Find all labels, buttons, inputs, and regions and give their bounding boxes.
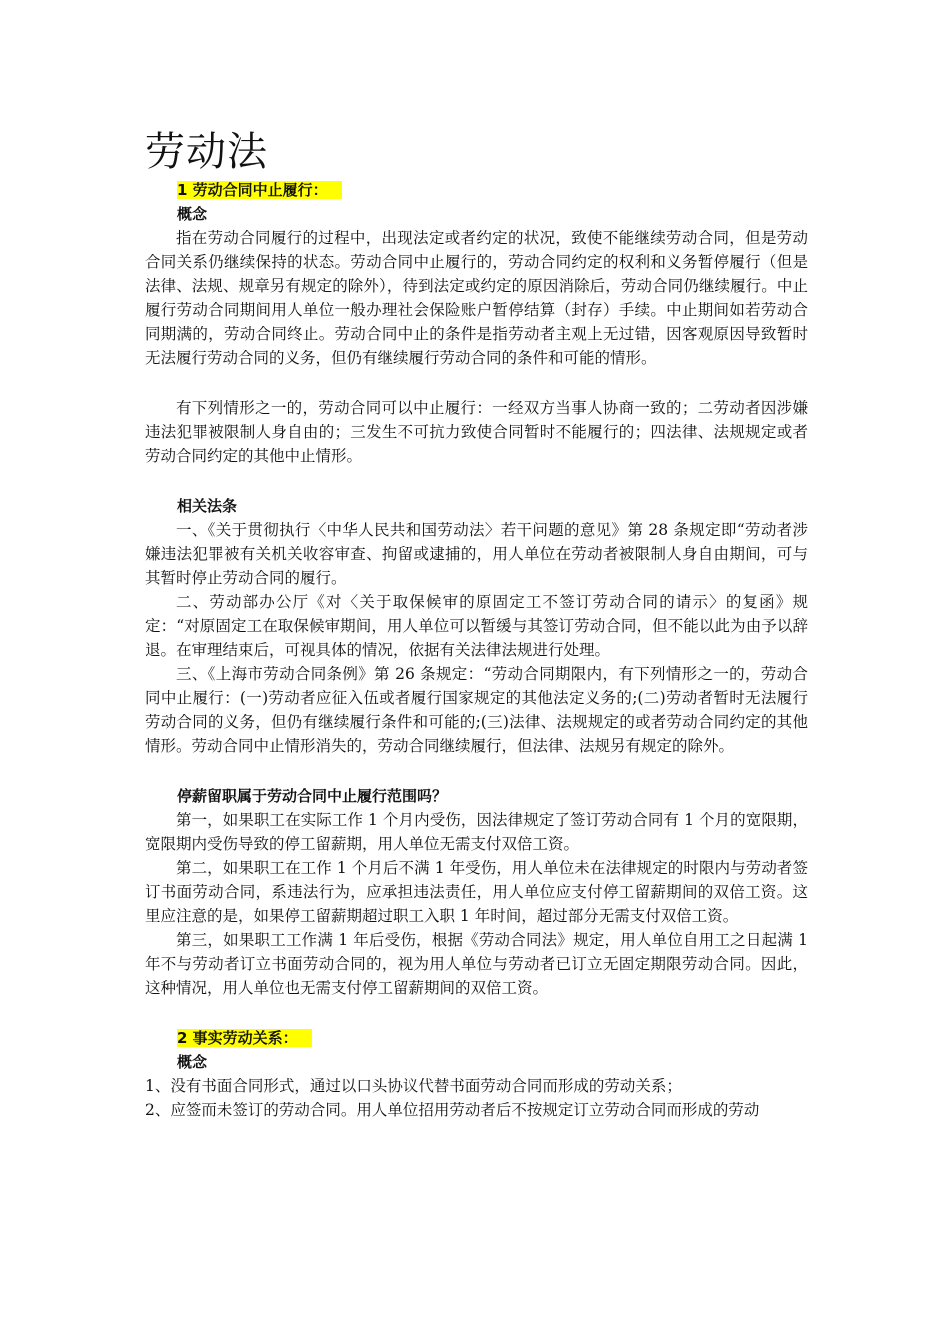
section-1-concept-paragraph: 指在劳动合同履行的过程中，出现法定或者约定的状况，致使不能继续劳动合同，但是劳动合同关系仍继续保持的状态。劳动合同中止履行的，劳动合同约定的权利和义务暂停履行（但是法律、法规、规章另有规定的除外），待到法定或约定的原因消除后，劳动合同仍继续履行。中止履行劳动合同期间用人单位一般办理社会保险账户暂停结算（封存）手续。中止期间如若劳动合同期满的，劳动合同终止。劳动合同中止的条件是指劳动者主观上无过错，因客观原因导致暂时无法履行劳动合同的义务，但仍有继续履行劳动合同的条件和可能的情形。 <box>145 229 808 367</box>
section-2-heading <box>145 1026 808 1050</box>
section-1-question-label: 停薪留职属于劳动合同中止履行范围吗？ <box>177 787 448 805</box>
law-item-1: 一、《关于贯彻执行〈中华人民共和国劳动法〉若干问题的意见》第 28 条规定即“劳动者涉嫌违法犯罪被有关机关收容审查、拘留或逮捕的，用人单位在劳动者被限制人身自由期间，可与其暂时停止劳动合同的履行。 <box>145 521 808 587</box>
section-2-item-2: 2、应签而未签订的劳动合同。用人单位招用劳动者后不按规定订立劳动合同而形成的劳动 <box>145 1101 760 1119</box>
section-2-concept-label: 概念 <box>177 1053 208 1071</box>
law-item-2: 二、劳动部办公厅《对〈关于取保候审的原固定工不签订劳动合同的请示〉的复函》规定：“对原固定工在取保候审期间，用人单位可以暂缓与其签订劳动合同，但不能以此为由予以辞退。在审理结束后，可视具体的情况，依据有关法律法规进行处理。 <box>145 593 808 659</box>
answer-1: 第一，如果职工在实际工作 1 个月内受伤，因法律规定了签订劳动合同有 1 个月的宽限期，宽限期内受伤导致的停工留薪期，用人单位无需支付双倍工资。 <box>145 811 808 853</box>
answer-3: 第三，如果职工工作满 1 年后受伤，根据《劳动合同法》规定，用人单位自用工之日起满 1 年不与劳动者订立书面劳动合同的，视为用人单位与劳动者已订立无固定期限劳动合同。因此，这种情况，用人单位也无需支付停工留薪期间的双倍工资。 <box>145 931 808 997</box>
section-1-law-label: 相关法条 <box>177 497 238 515</box>
section-1-concept-label: 概念 <box>177 205 208 223</box>
section-2-item-1: 1、没有书面合同形式，通过以口头协议代替书面劳动合同而形成的劳动关系； <box>145 1077 682 1095</box>
section-1-heading <box>145 178 808 202</box>
section-1-heading-text: 1 劳动合同中止履行： <box>177 181 342 199</box>
law-item-3: 三、《上海市劳动合同条例》第 26 条规定：“劳动合同期限内，有下列情形之一的，劳动合同中止履行：(一)劳动者应征入伍或者履行国家规定的其他法定义务的;(二)劳动者暂时无法履行劳动合同的义务，但仍有继续履行条件和可能的;(三)法律、法规规定的或者劳动合同约定的其他情形。劳动合同中止情形消失的，劳动合同继续履行，但法律、法规另有规定的除外。 <box>145 665 808 755</box>
section-2-heading-text: 2 事实劳动关系： <box>177 1029 312 1047</box>
answer-2: 第二，如果职工在工作 1 个月后不满 1 年受伤，用人单位未在法律规定的时限内与劳动者签订书面劳动合同，系违法行为，应承担违法责任，用人单位应支付停工留薪期间的双倍工资。这里应注意的是，如果停工留薪期超过职工入职 1 年时间，超过部分无需支付双倍工资。 <box>145 859 808 925</box>
section-1-cases-paragraph: 有下列情形之一的，劳动合同可以中止履行：一经双方当事人协商一致的；二劳动者因涉嫌违法犯罪被限制人身自由的；三发生不可抗力致使合同暂时不能履行的；四法律、法规规定或者劳动合同约定的其他中止情形。 <box>145 399 808 465</box>
document-body <box>145 178 808 1122</box>
document-title: 劳动法 <box>145 129 268 175</box>
